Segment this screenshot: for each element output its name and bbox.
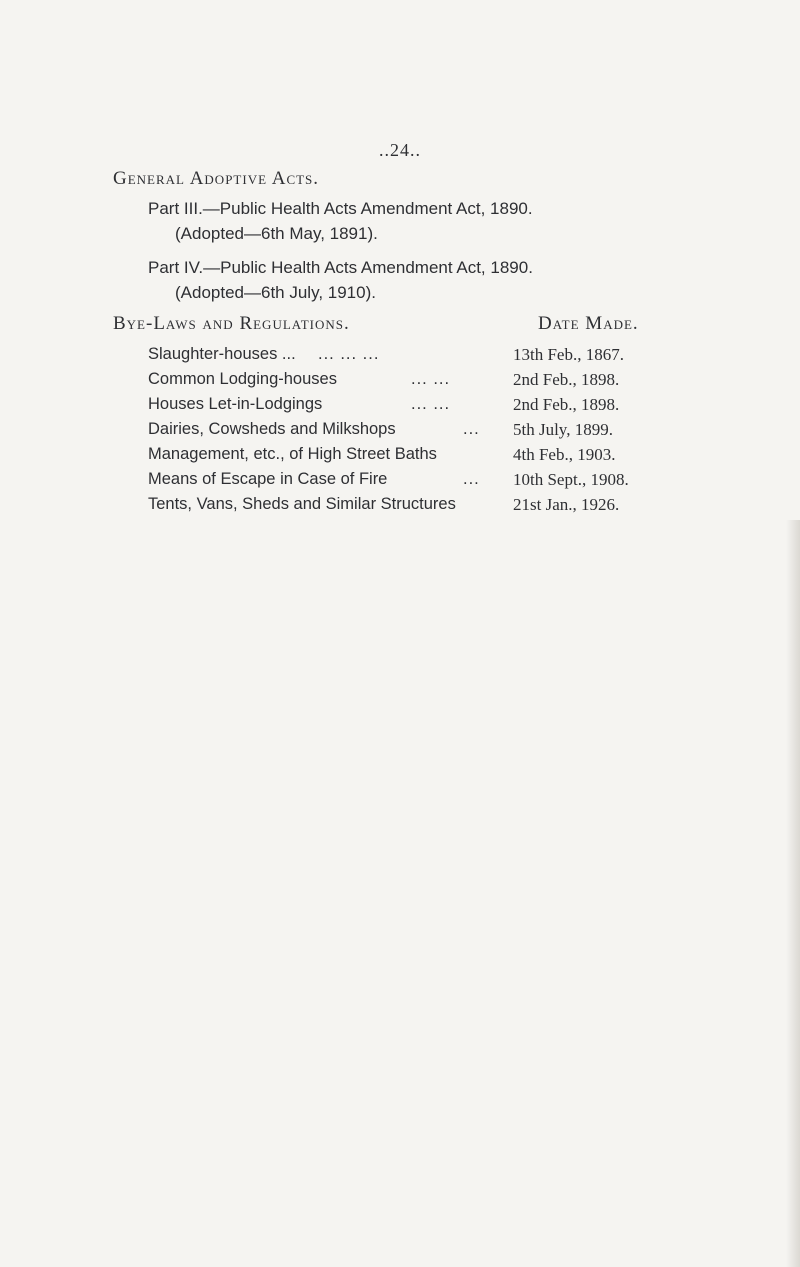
bylaw-row-houses-let-in-lodgings (148, 395, 708, 419)
bylaw-row-common-lodging-houses (148, 370, 708, 394)
act-part-iv-adopted: (Adopted—6th July, 1910). (175, 283, 376, 302)
bylaw-date: 13th Feb., 1867. (513, 345, 624, 364)
bylaw-row-slaughter-houses (148, 345, 708, 369)
section-heading-general-adoptive-acts: General Adoptive Acts. (113, 168, 320, 189)
bylaw-date: 2nd Feb., 1898. (513, 370, 620, 389)
bylaw-row-high-street-baths (148, 445, 708, 469)
page-edge-shadow (786, 520, 800, 1267)
bylaw-item: Management, etc., of High Street Baths (148, 445, 437, 463)
bylaw-date: 5th July, 1899. (513, 420, 613, 439)
act-part-iii-adopted: (Adopted—6th May, 1891). (175, 224, 378, 243)
bylaw-row-means-of-escape (148, 470, 708, 494)
leader-dots: ... ... (411, 370, 451, 388)
act-part-iv-title: Part IV.—Public Health Acts Amendment Act, 1890. (148, 258, 533, 277)
section-heading-bye-laws: Bye-Laws and Regulations. (113, 313, 350, 334)
bylaw-item: Slaughter-houses ... (148, 345, 296, 363)
act-part-iii-title: Part III.—Public Health Acts Amendment Act, 1890. (148, 199, 533, 218)
column-heading-date-made: Date Made. (538, 313, 639, 334)
bylaw-date: 4th Feb., 1903. (513, 445, 616, 464)
page-number: ..24.. (379, 140, 421, 160)
leader-dots: ... (463, 420, 480, 438)
leader-dots: ... (463, 470, 480, 488)
leader-dots: ... ... (411, 395, 451, 413)
bylaw-date: 10th Sept., 1908. (513, 470, 629, 489)
bylaw-row-tents-vans-sheds (148, 495, 708, 519)
bylaw-date: 2nd Feb., 1898. (513, 395, 620, 414)
bylaw-item: Means of Escape in Case of Fire (148, 470, 388, 488)
leader-dots: ... ... ... (318, 345, 380, 363)
bylaw-item: Tents, Vans, Sheds and Similar Structures (148, 495, 456, 513)
bylaw-row-dairies (148, 420, 708, 444)
bylaw-item: Dairies, Cowsheds and Milkshops (148, 420, 396, 438)
bylaw-item: Houses Let-in-Lodgings (148, 395, 323, 413)
bylaw-item: Common Lodging-houses (148, 370, 337, 388)
bylaw-date: 21st Jan., 1926. (513, 495, 620, 514)
